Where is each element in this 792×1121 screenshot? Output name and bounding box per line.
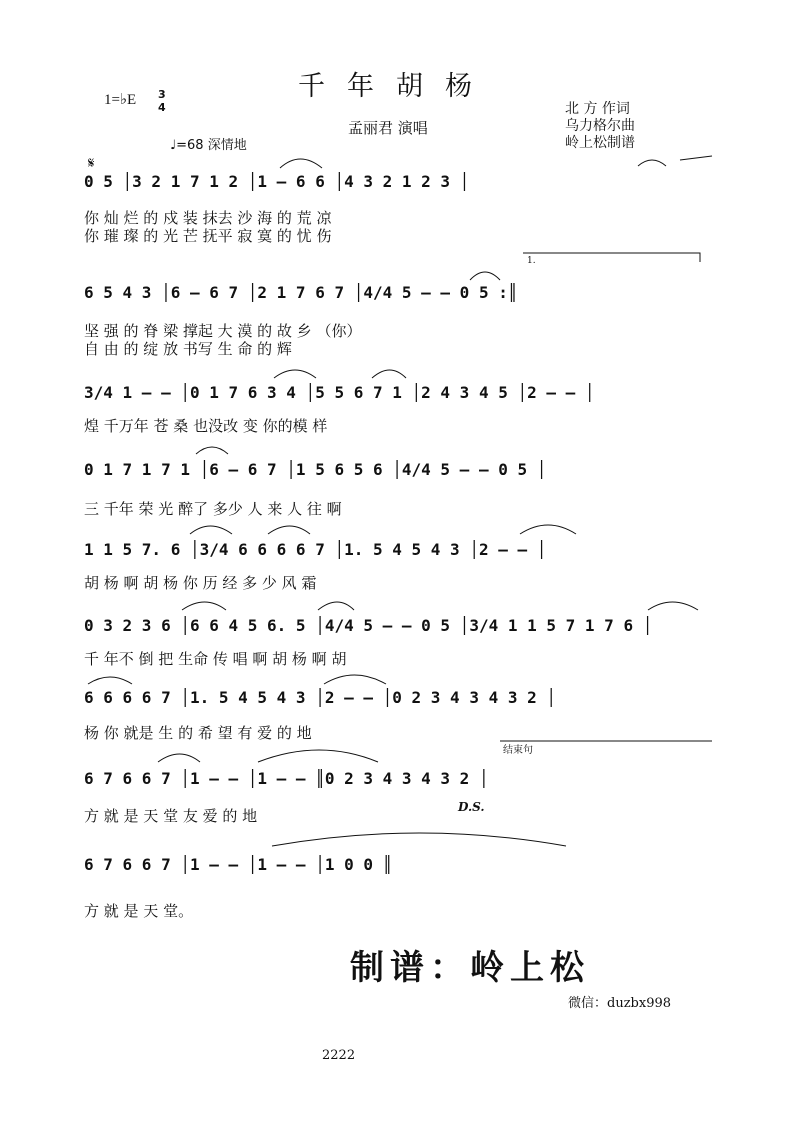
tempo-marking: ♩=68 深情地: [170, 138, 247, 153]
time-signature-top: 3: [158, 88, 166, 101]
score-row-8-lyrics: 方 就 是 天 堂 友 爱 的 地: [84, 807, 258, 825]
time-signature-bottom: 4: [158, 101, 166, 114]
segno-sign: 𝄋: [88, 154, 95, 172]
song-title: 千年胡杨: [298, 71, 494, 102]
score-row-1-notes: 0 5 │3 2 1 7 1 2 │1 – 6 6 │4 3 2 1 2 3 │: [84, 172, 470, 191]
score-row-8-notes: 6 7 6 6 7 │1 – – │1 – – ║0 2 3 4 3 4 3 2 │: [84, 769, 489, 788]
score-row-9-notes: 6 7 6 6 7 │1 – – │1 – – │1 0 0 ║: [84, 855, 393, 874]
key-signature: 1=♭E: [104, 92, 137, 108]
singer-credit: 孟丽君 演唱: [348, 119, 428, 137]
score-row-5-notes: 1 1 5 7. 6 │3/4 6 6 6 6 7 │1. 5 4 5 4 3 │2 – – │: [84, 540, 547, 559]
end-phrase-label: 结束句: [503, 745, 533, 756]
lyricist-credit: 北 方 作词: [565, 101, 630, 117]
score-row-9-lyrics: 方 就 是 天 堂。: [84, 902, 194, 920]
score-row-7-notes: 6 6 6 6 7 │1. 5 4 5 4 3 │2 – – │0 2 3 4 3 4 3 2 │: [84, 688, 557, 707]
score-row-1-lyrics-a: 你 灿 烂 的 戍 装 抹去 沙 海 的 荒 凉: [84, 209, 332, 227]
score-row-1-lyrics-b: 你 璀 璨 的 光 芒 抚平 寂 寞 的 忧 伤: [84, 227, 332, 245]
score-row-2-notes: 6 5 4 3 │6 – 6 7 │2 1 7 6 7 │4/4 5 – – 0 5 :║: [84, 283, 518, 302]
score-row-4-lyrics: 三 千年 荣 光 醉了 多少 人 来 人 往 啊: [84, 500, 342, 518]
score-row-4-notes: 0 1 7 1 7 1 │6 – 6 7 │1 5 6 5 6 │4/4 5 – – 0 5 │: [84, 460, 547, 479]
volta-first-ending: 1.: [527, 256, 536, 266]
score-row-6-notes: 0 3 2 3 6 │6 6 4 5 6. 5 │4/4 5 – – 0 5 │3/4 1 1 5 7 1 7 6 │: [84, 616, 653, 635]
score-row-3-notes: 3/4 1 – – │0 1 7 6 3 4 │5 5 6 7 1 │2 4 3 4 5 │2 – – │: [84, 383, 595, 402]
score-row-6-lyrics: 千 年不 倒 把 生命 传 唱 啊 胡 杨 啊 胡: [84, 650, 347, 668]
score-row-5-lyrics: 胡 杨 啊 胡 杨 你 历 经 多 少 风 霜: [84, 574, 317, 592]
score-row-2-lyrics-b: 自 由 的 绽 放 书写 生 命 的 辉: [84, 340, 292, 358]
score-row-3-lyrics: 煌 千万年 苍 桑 也没改 变 你的模 样: [84, 417, 328, 435]
transcriber-signature: 制谱：岭上松: [350, 948, 590, 988]
page-number: 2222: [322, 1048, 356, 1063]
transcriber-credit: 岭上松制谱: [565, 135, 635, 151]
composer-credit: 乌力格尔曲: [565, 118, 635, 134]
score-row-7-lyrics: 杨 你 就是 生 的 希 望 有 爱 的 地: [84, 724, 312, 742]
score-row-2-lyrics-a: 坚 强 的 脊 梁 撑起 大 漠 的 故 乡 （你）: [84, 322, 362, 340]
ds-marking: D.S.: [458, 800, 485, 814]
wechat-contact: 微信：duzbx998: [568, 996, 672, 1011]
